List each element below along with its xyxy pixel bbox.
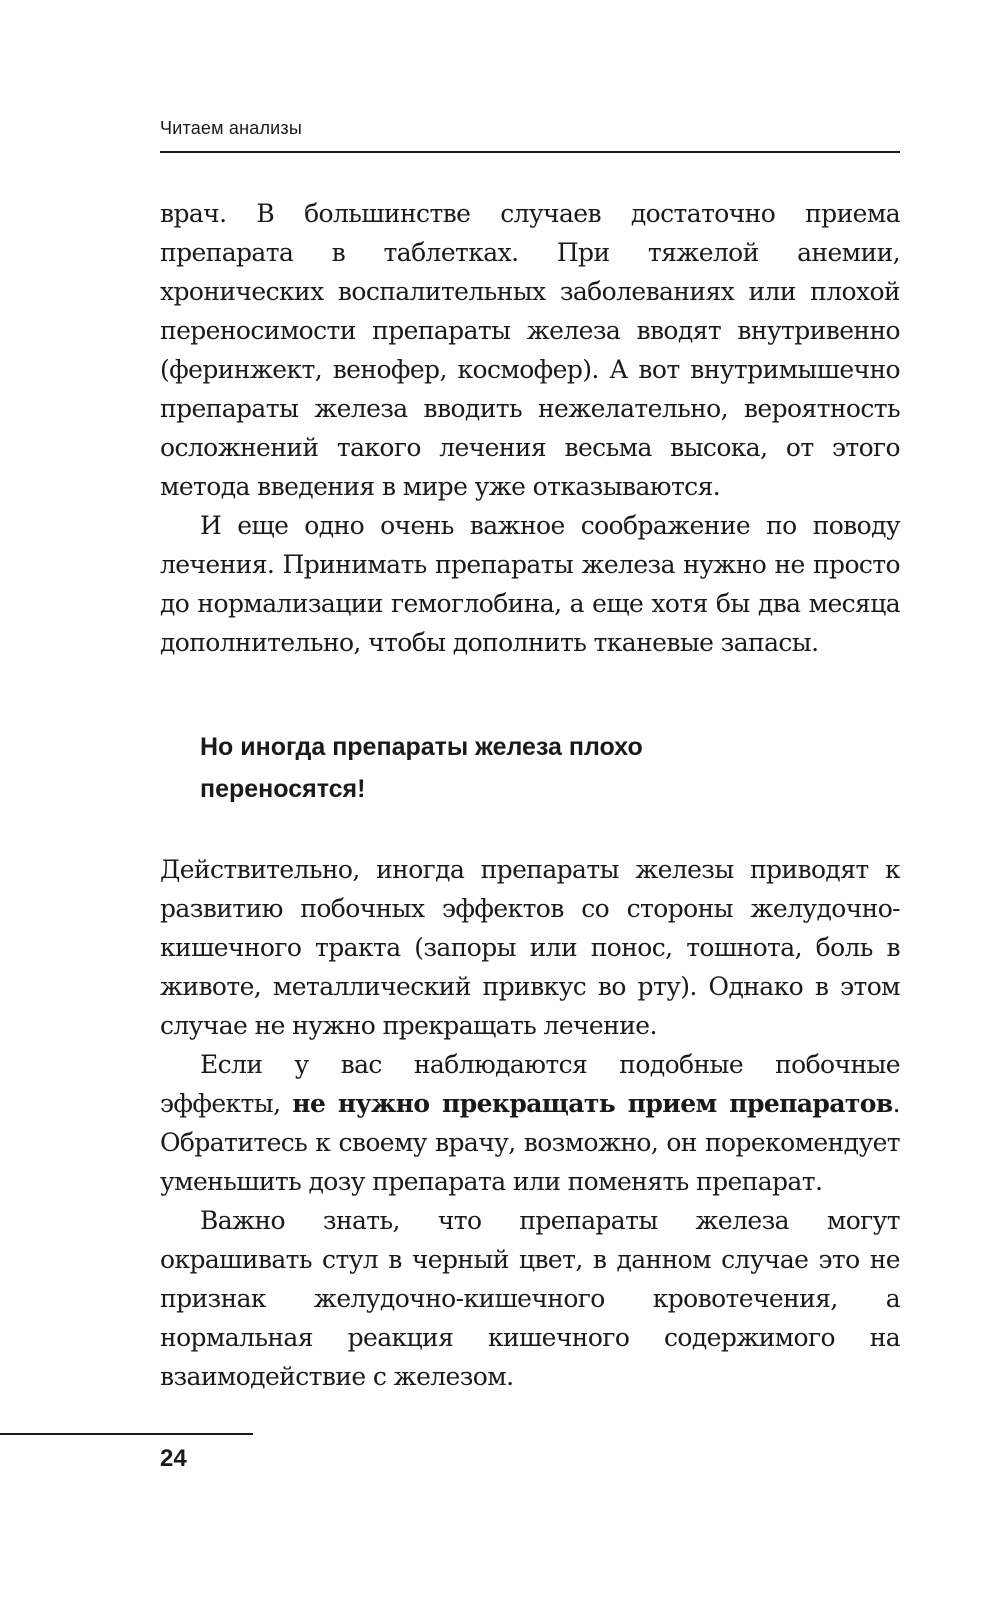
section-heading: Но иногда препараты железа плохо переносятся! (200, 733, 643, 803)
footer-divider (0, 1433, 253, 1435)
advice-text-start: Если у вас наблюдаются подобные побочные эффекты, (160, 1050, 900, 1118)
advice-text-end: . Обратитесь к своему врачу, возможно, он порекомендует уменьшить дозу препарата или поменять препарат. (160, 1089, 901, 1196)
paragraph-advice (160, 1045, 900, 1201)
advice-emphasis: не нужно прекращать прием препаратов (292, 1089, 893, 1118)
paragraph-continuation: врач. В большинстве случаев достаточно приема препарата в таблетках. При тяжелой анемии, хронических воспалительных заболеваниях или плохой переносимости препараты железа вводят внутривенно (феринжект, венофер, космофер). А вот внутримышечно препараты железа вводить нежелательно, вероятность осложнений такого лечения весьма высока, от этого метода введения в мире уже отказываются. (160, 199, 900, 501)
header-divider (160, 151, 900, 153)
page-number: 24 (160, 1445, 187, 1472)
running-header: Читаем анализы (160, 118, 303, 138)
paragraph-treatment-duration: И еще одно очень важное соображение по поводу лечения. Принимать препараты железа нужно не просто до нормализации гемоглобина, а еще хотя бы два месяца дополнительно, чтобы дополнить тканевые запасы. (160, 511, 900, 657)
paragraph-stool-color: Важно знать, что препараты железа могут окрашивать стул в черный цвет, в данном случае это не признак желудочно-кишечного кровотечения, а нормальная реакция кишечного содержимого на взаимодействие с железом. (160, 1206, 900, 1391)
page-body (160, 194, 900, 1396)
paragraph-side-effects: Действительно, иногда препараты железы приводят к развитию побочных эффектов со стороны желудочно-кишечного тракта (запоры или понос, тошнота, боль в животе, металлический привкус во рту). Однако в этом случае не нужно прекращать лечение. (160, 855, 900, 1040)
